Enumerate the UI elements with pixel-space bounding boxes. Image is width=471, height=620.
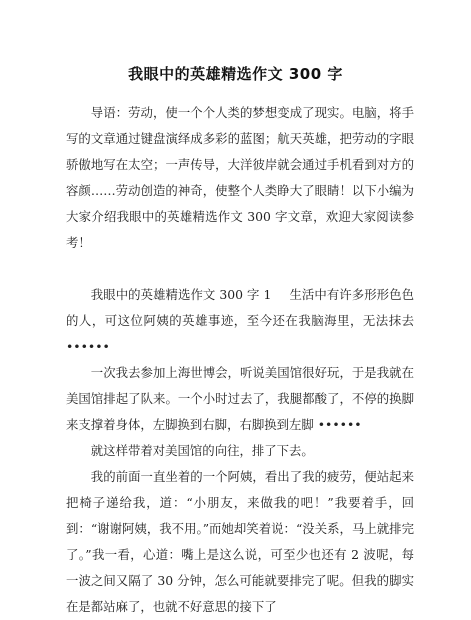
- essay-heading: 我眼中的英雄精选作文 300 字 1: [90, 287, 272, 302]
- body-paragraph: 一次我去参加上海世博会，听说美国馆很好玩，于是我就在美国馆排起了队来。一个小时过去了，我腿都酸了，不停的换脚来支撑着身体，左脚换到右脚，右脚换到左脚 ••••••: [66, 365, 414, 432]
- essay-first-paragraph: [66, 282, 414, 360]
- intro-paragraph: 导语：劳动，使一个个人类的梦想变成了现实。电脑，将手写的文章通过键盘演绎成多彩的蓝图；航天英雄，把劳动的字眼骄傲地写在太空；一声传导，大洋彼岸就会通过手机看到对方的容颜……劳动创造的神奇，使整个人类睁大了眼睛！以下小编为大家介绍我眼中的英雄精选作文 300 字文章，欢迎大家阅读参考！: [66, 105, 414, 250]
- essay-opening: 生活中有许多形形色色的人，可这位阿姨的英雄事迹，至今还在我脑海里，无法抹去 ••••••: [66, 287, 414, 354]
- body-paragraph: 我的前面一直坐着的一个阿姨，看出了我的疲劳，便站起来把椅子递给我，道：“小朋友，来做我的吧！”我要着手，回到：“谢谢阿姨，我不用。”而她却笑着说：“没关系，马上就排完了。”我一看，心道：嘴上是这么说，可至少也还有 2 波呢，每一波之间又隔了 30 分钟，怎么可能就要排完了呢。但我的脚实在是都站麻了，也就不好意思的接下了: [66, 469, 414, 614]
- document-title: 我眼中的英雄精选作文 300 字: [128, 65, 343, 83]
- document-body: [66, 100, 414, 620]
- body-paragraph: 就这样带着对美国馆的向往，排了下去。: [90, 443, 314, 458]
